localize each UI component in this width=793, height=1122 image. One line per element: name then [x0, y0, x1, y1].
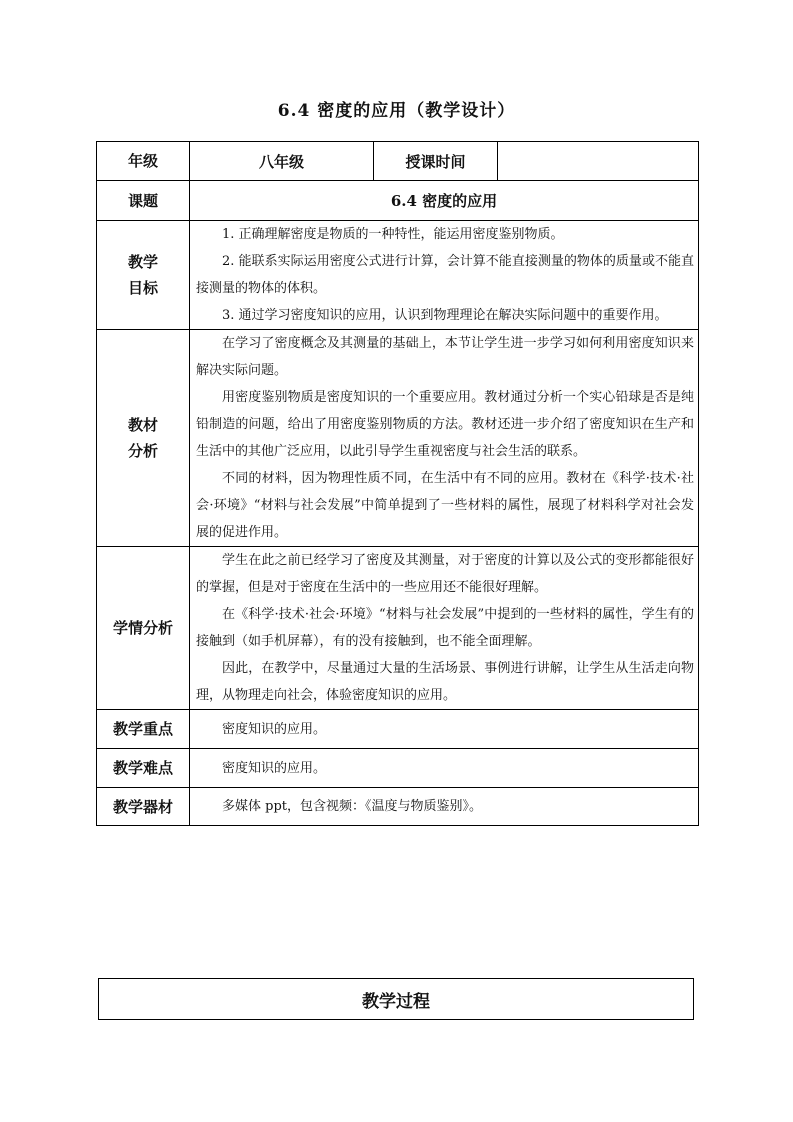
- table-row: [97, 142, 699, 181]
- goal-item: 3. 通过学习密度知识的应用，认识到物理理论在解决实际问题中的重要作用。: [222, 308, 668, 323]
- difficulty-label: 教学难点: [97, 749, 190, 788]
- lesson-time-value: [498, 142, 699, 181]
- grade-value: 八年级: [190, 142, 374, 181]
- table-row: [97, 788, 699, 826]
- table-row: [97, 221, 699, 330]
- material-label-line-2: 分析: [127, 442, 158, 460]
- table-row: [97, 547, 699, 710]
- material-paragraph: 在学习了密度概念及其测量的基础上，本节让学生进一步学习如何利用密度知识来解决实际问题。: [196, 336, 694, 378]
- material-paragraph: 用密度鉴别物质是密度知识的一个重要应用。教材通过分析一个实心铅球是否是纯铅制造的问题，给出了用密度鉴别物质的方法。教材还进一步介绍了密度知识在生产和生活中的其他广泛应用，以此引导学生重视密度与社会生活的联系。: [196, 390, 694, 459]
- material-paragraph: 不同的材料，因为物理性质不同，在生活中有不同的应用。教材在《科学·技术·社会·环境》“材料与社会发展”中简单提到了一些材料的属性，展现了材料科学对社会发展的促进作用。: [196, 471, 694, 540]
- students-paragraph: 学生在此之前已经学习了密度及其测量，对于密度的计算以及公式的变形都能很好的掌握，但是对于密度在生活中的一些应用还不能很好理解。: [196, 553, 694, 595]
- difficulty-content: [190, 749, 699, 788]
- key-point-content: [190, 710, 699, 749]
- equipment-content: [190, 788, 699, 826]
- difficulty-value: 密度知识的应用。: [222, 760, 327, 776]
- material-label-line-1: 教材: [127, 416, 158, 434]
- grade-label: 年级: [97, 142, 190, 181]
- material-label: [97, 330, 190, 547]
- material-content: [190, 330, 699, 547]
- goals-label-line-1: 教学: [127, 253, 158, 271]
- topic-label: 课题: [97, 181, 190, 221]
- goals-label-line-2: 目标: [127, 279, 158, 297]
- key-point-label: 教学重点: [97, 710, 190, 749]
- goals-label: [97, 221, 190, 330]
- goal-item: 2. 能联系实际运用密度公式进行计算，会计算不能直接测量的物体的质量或不能直接测量的物体的体积。: [196, 254, 694, 296]
- document-title: 6.4 密度的应用（教学设计）: [277, 101, 516, 121]
- students-paragraph: 在《科学·技术·社会·环境》“材料与社会发展”中提到的一些材料的属性，学生有的接触到（如手机屏幕），有的没有接触到，也不能全面理解。: [196, 607, 694, 649]
- students-content: [190, 547, 699, 710]
- table-row: [97, 181, 699, 221]
- table-row: [97, 330, 699, 547]
- students-label: 学情分析: [97, 547, 190, 710]
- students-paragraph: 因此，在教学中，尽量通过大量的生活场景、事例进行讲解，让学生从生活走向物理，从物理走向社会，体验密度知识的应用。: [196, 661, 694, 703]
- teaching-process-heading: 教学过程: [98, 978, 694, 1020]
- lesson-info-table: [96, 141, 699, 826]
- table-row: [97, 710, 699, 749]
- lesson-time-label: 授课时间: [374, 142, 498, 181]
- goals-content: [190, 221, 699, 330]
- key-point-value: 密度知识的应用。: [222, 721, 327, 737]
- equipment-label: 教学器材: [97, 788, 190, 826]
- topic-value: 6.4 密度的应用: [190, 181, 699, 221]
- goal-item: 1. 正确理解密度是物质的一种特性，能运用密度鉴别物质。: [222, 227, 564, 242]
- equipment-value: 多媒体 ppt，包含视频：《温度与物质鉴别》。: [222, 799, 483, 814]
- table-row: [97, 749, 699, 788]
